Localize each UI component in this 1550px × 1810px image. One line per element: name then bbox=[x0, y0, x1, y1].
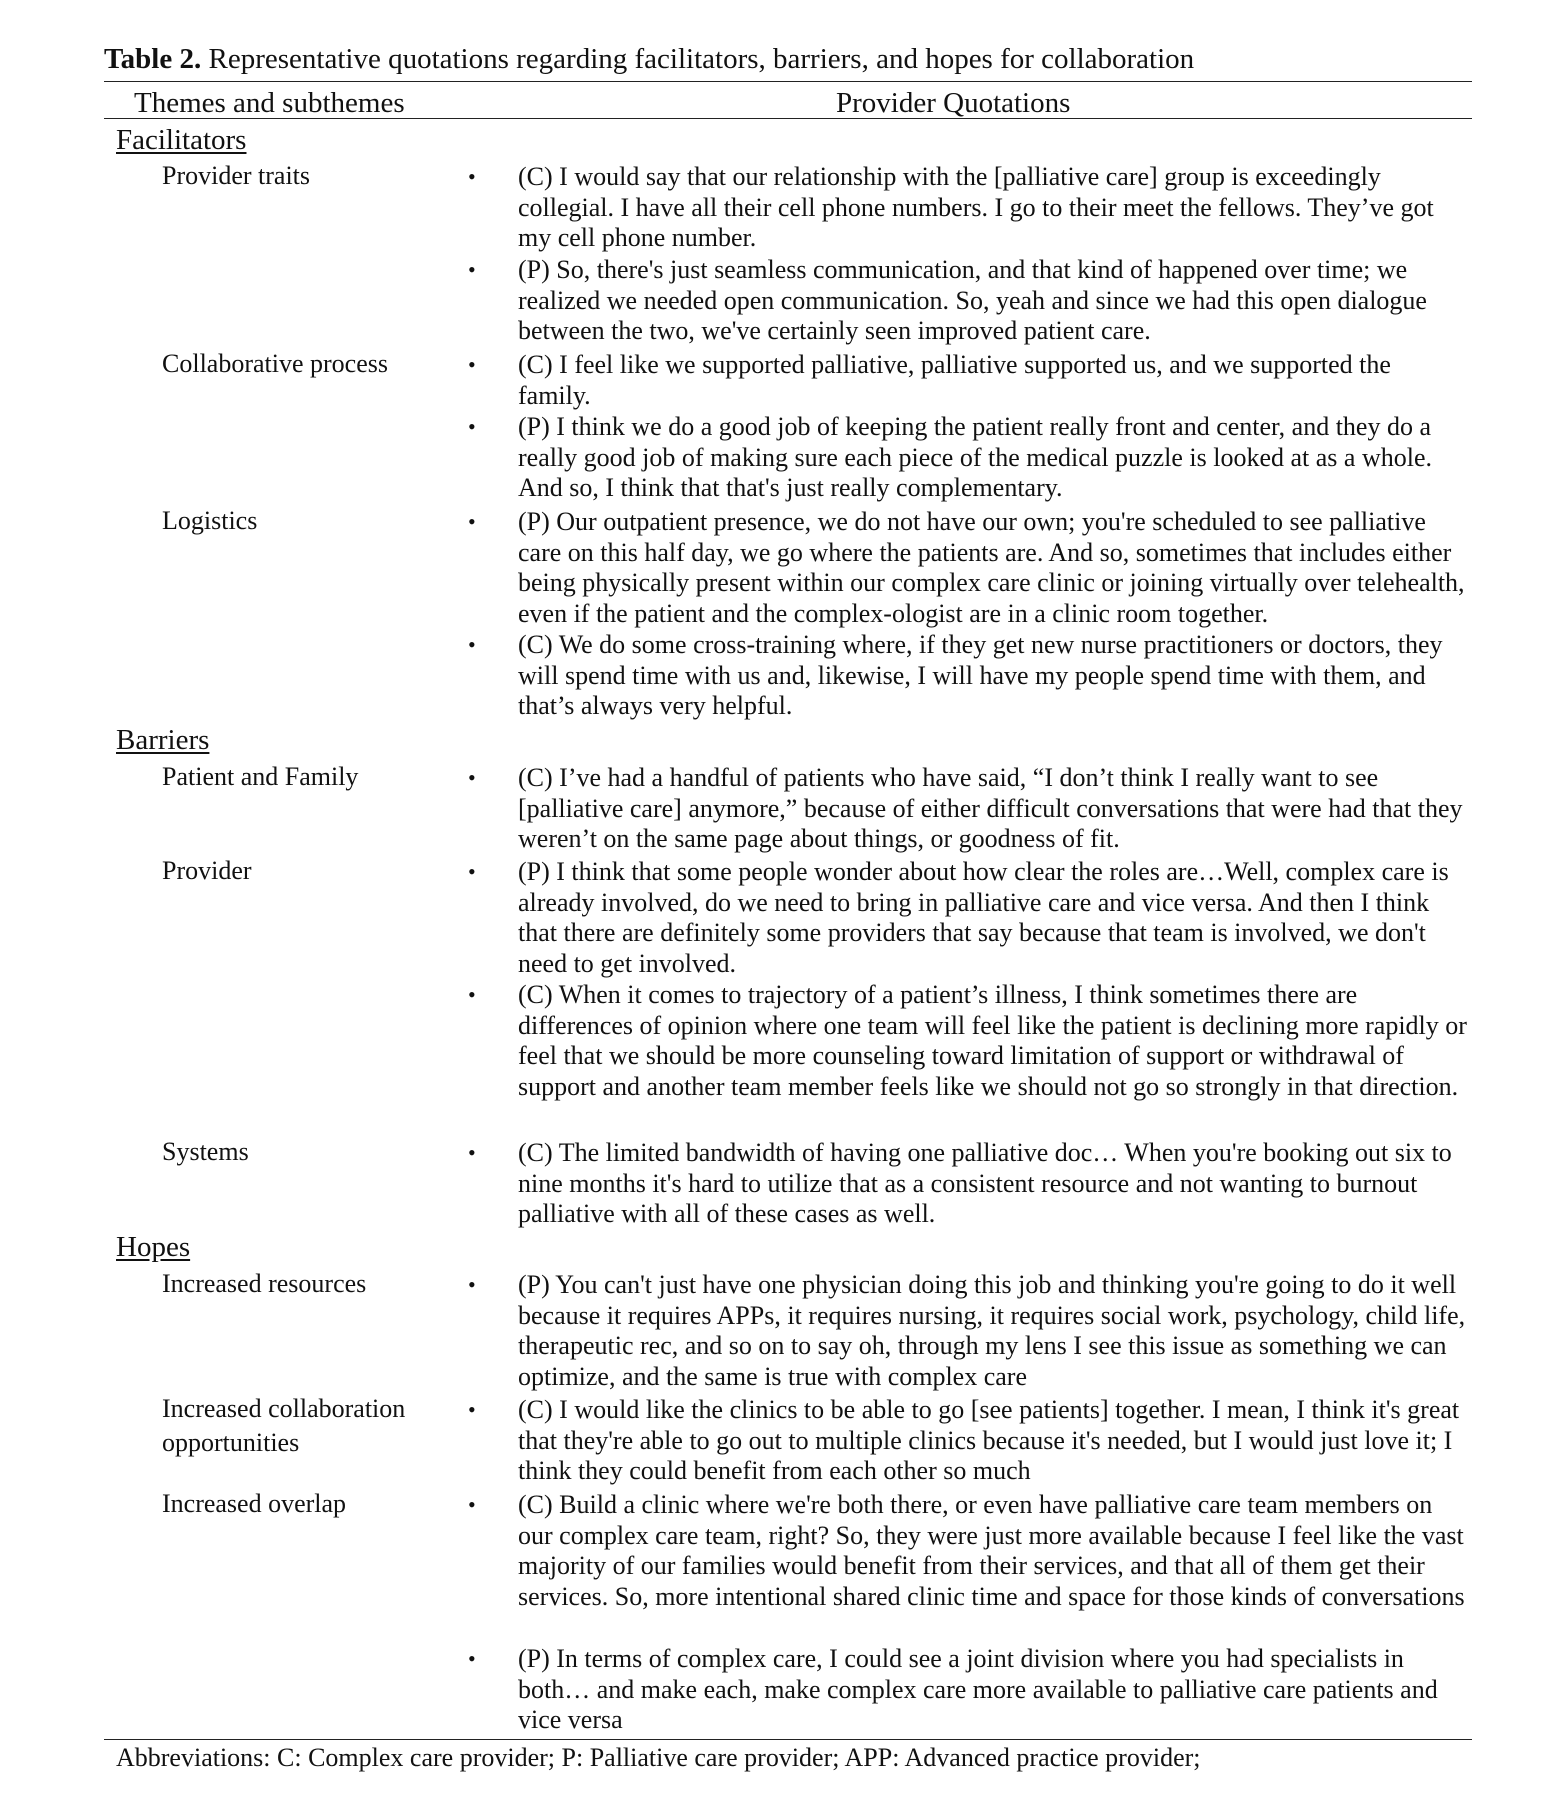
quotation-text: (P) You can't just have one physician doing this job and thinking you're going to do it well because it requires APPs, it requires nursing, it requires social work, psychology, child life, therapeutic rec, and so on to say oh, through my lens I see this issue as something we can optimize, and the same is true with complex care bbox=[518, 1270, 1466, 1391]
bullet-glyph: • bbox=[468, 164, 476, 189]
quotation-item bbox=[468, 412, 1468, 504]
quotation-item bbox=[468, 1644, 1468, 1736]
quotation-item bbox=[468, 507, 1468, 629]
header-rule bbox=[104, 118, 1472, 119]
bullet-glyph: • bbox=[468, 352, 476, 377]
quotation-item bbox=[468, 1138, 1468, 1230]
quotation-text: (C) The limited bandwidth of having one palliative doc… When you're booking out six to nine months it's hard to utilize that as a consistent resource and not wanting to burnout palliative with all of these cases as well. bbox=[518, 1138, 1452, 1228]
bullet-glyph: • bbox=[468, 1140, 476, 1165]
quotation-item bbox=[468, 162, 1468, 254]
table-caption-text: Representative quotations regarding facilitators, barriers, and hopes for collaboration bbox=[201, 43, 1195, 75]
quotation-text: (P) I think we do a good job of keeping the patient really front and center, and they do a really good job of making sure each piece of the medical puzzle is looked at as a whole. And so, I think that that's just really complementary. bbox=[518, 412, 1432, 502]
section-title-hopes: Hopes bbox=[116, 1231, 191, 1263]
quotation-item bbox=[468, 1270, 1468, 1392]
bottom-rule bbox=[104, 1739, 1472, 1740]
quotation-text: (C) I would say that our relationship with the [palliative care] group is exceedingly collegial. I have all their cell phone numbers. I go to their meet the fellows. They’ve got my cell phone number. bbox=[518, 162, 1434, 252]
subtheme-increased-overlap: Increased overlap bbox=[162, 1489, 347, 1518]
column-header-themes: Themes and subthemes bbox=[134, 87, 405, 119]
subtheme-collaborative-process: Collaborative process bbox=[162, 349, 388, 378]
bullet-glyph: • bbox=[468, 632, 476, 657]
subtheme-provider: Provider bbox=[162, 856, 252, 885]
bullet-glyph: • bbox=[468, 414, 476, 439]
bullet-glyph: • bbox=[468, 982, 476, 1007]
subtheme-patient-and-family: Patient and Family bbox=[162, 762, 359, 791]
bullet-glyph: • bbox=[468, 859, 476, 884]
section-title-facilitators: Facilitators bbox=[116, 124, 247, 156]
quotation-item bbox=[468, 1490, 1468, 1612]
section-title-barriers: Barriers bbox=[116, 724, 210, 756]
subtheme-increased-collaboration-opportunities: Increased collaboration opportunities bbox=[162, 1394, 406, 1457]
subtheme-provider-traits: Provider traits bbox=[162, 161, 311, 190]
table-caption-label: Table 2. bbox=[104, 43, 202, 75]
quotation-text: (C) We do some cross-training where, if they get new nurse practitioners or doctors, they will spend time with us and, likewise, I will have my people spend time with them, and that’s always very helpful. bbox=[518, 630, 1443, 720]
quotation-text: (C) I would like the clinics to be able to go [see patients] together. I mean, I think it's great that they're able to go out to multiple clinics because it's needed, but I would just love it; I think they could benefit from each other so much bbox=[518, 1395, 1460, 1485]
quotation-item bbox=[468, 255, 1468, 347]
bullet-glyph: • bbox=[468, 509, 476, 534]
quotation-text: (C) When it comes to trajectory of a patient’s illness, I think sometimes there are differences of opinion where one team will feel like the patient is declining more rapidly or feel that we should be more counseling toward limitation of support or withdrawal of support and another team member feels like we should not go so strongly in that direction. bbox=[518, 980, 1467, 1101]
bullet-glyph: • bbox=[468, 1492, 476, 1517]
quotation-item bbox=[468, 857, 1468, 979]
subtheme-logistics: Logistics bbox=[162, 506, 258, 535]
subtheme-increased-resources: Increased resources bbox=[162, 1269, 367, 1298]
quotation-text: (P) I think that some people wonder about how clear the roles are…Well, complex care is already involved, do we need to bring in palliative care and vice versa. And then I think that there are definitely some providers that say because that team is involved, we don't need to get involved. bbox=[518, 857, 1449, 978]
subtheme-systems: Systems bbox=[162, 1137, 249, 1166]
bullet-glyph: • bbox=[468, 1397, 476, 1422]
quotation-item bbox=[468, 763, 1468, 855]
abbreviations-footnote: Abbreviations: C: Complex care provider; P: Palliative care provider; APP: Advanced practice provider; bbox=[116, 1743, 1201, 1772]
bullet-glyph: • bbox=[468, 1646, 476, 1671]
quotation-text: (C) I feel like we supported palliative, palliative supported us, and we supported the family. bbox=[518, 350, 1391, 410]
bullet-glyph: • bbox=[468, 765, 476, 790]
top-rule bbox=[104, 81, 1472, 82]
quotation-text: (P) So, there's just seamless communication, and that kind of happened over time; we realized we needed open communication. So, yeah and since we had this open dialogue between the two, we've certainly seen improved patient care. bbox=[518, 255, 1427, 345]
quotation-item bbox=[468, 980, 1468, 1102]
quotation-text: (P) In terms of complex care, I could see a joint division where you had specialists in both… and make each, make complex care more available to palliative care patients and vice versa bbox=[518, 1644, 1438, 1734]
bullet-glyph: • bbox=[468, 1272, 476, 1297]
quotation-text: (P) Our outpatient presence, we do not have our own; you're scheduled to see palliative care on this half day, we go where the patients are. And so, sometimes that includes either being physically present within our complex care clinic or joining virtually over telehealth, even if the patient and the complex-ologist are in a clinic room together. bbox=[518, 507, 1465, 628]
quotation-item bbox=[468, 630, 1468, 722]
bullet-glyph: • bbox=[468, 257, 476, 282]
table-caption bbox=[104, 42, 1472, 76]
quotation-item bbox=[468, 350, 1468, 411]
quotation-text: (C) Build a clinic where we're both there, or even have palliative care team members on our complex care team, right? So, they were just more available because I feel like the vast majority of our families would benefit from their services, and that all of them get their services. So, more intentional shared clinic time and space for those kinds of conversations bbox=[518, 1490, 1465, 1611]
quotation-text: (C) I’ve had a handful of patients who have said, “I don’t think I really want to see [palliative care] anymore,” because of either difficult conversations that were had that they weren’t on the same page about things, or goodness of fit. bbox=[518, 763, 1463, 853]
quotation-item bbox=[468, 1395, 1468, 1487]
column-header-quotations: Provider Quotations bbox=[836, 87, 1071, 119]
